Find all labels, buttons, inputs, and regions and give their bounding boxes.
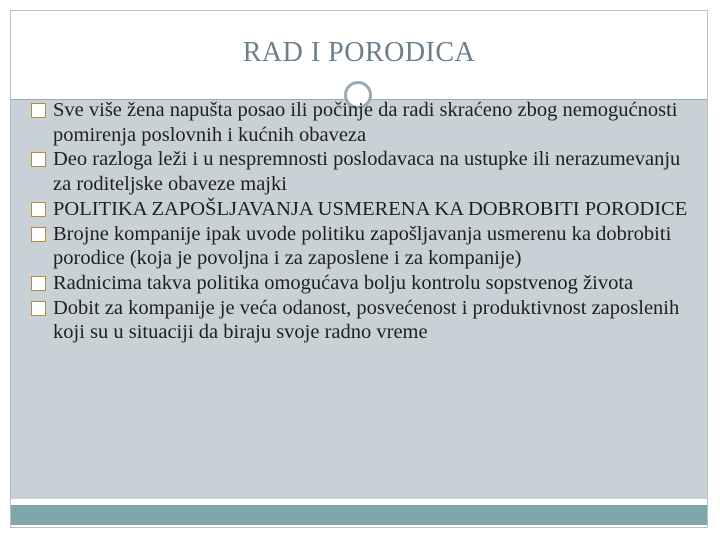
square-bullet-icon <box>31 103 46 118</box>
bullet-text: Dobit za kompanije je veća odanost, posvećenost i produktivnost zaposlenih koji su u situaciji da biraju svoje radno vreme <box>53 296 680 344</box>
footer-bar <box>11 505 707 525</box>
square-bullet-icon <box>31 301 46 316</box>
bullet-list <box>34 98 694 345</box>
bullet-text: Sve više žena napušta posao ili počinje da radi skraćeno zbog nemogućnosti pomirenja poslovnih i kućnih obaveza <box>53 99 678 146</box>
bullet-text: POLITIKA ZAPOŠLJAVANJA USMERENA KA DOBROBITI PORODICE <box>53 197 688 220</box>
bullet-item <box>34 271 694 296</box>
square-bullet-icon <box>31 202 46 217</box>
bullet-text: Brojne kompanije ipak uvode politiku zapošljavanja usmerenu ka dobrobiti porodice (koja je povoljna i za zaposlene i za kompanije) <box>53 222 672 270</box>
square-bullet-icon <box>31 276 46 291</box>
bullet-item <box>34 222 694 271</box>
bullet-item <box>34 197 694 222</box>
bullet-item <box>34 296 694 345</box>
bullet-item <box>34 147 694 196</box>
square-bullet-icon <box>31 227 46 242</box>
bullet-item <box>34 98 694 147</box>
bullet-text: Radnicima takva politika omogućava bolju kontrolu sopstvenog života <box>53 271 634 294</box>
square-bullet-icon <box>31 152 46 167</box>
slide-title: RAD I PORODICA <box>242 37 476 68</box>
bullet-text: Deo razloga leži i u nespremnosti poslodavaca na ustupke ili nerazumevanju za roditeljske obaveze majki <box>53 148 681 196</box>
